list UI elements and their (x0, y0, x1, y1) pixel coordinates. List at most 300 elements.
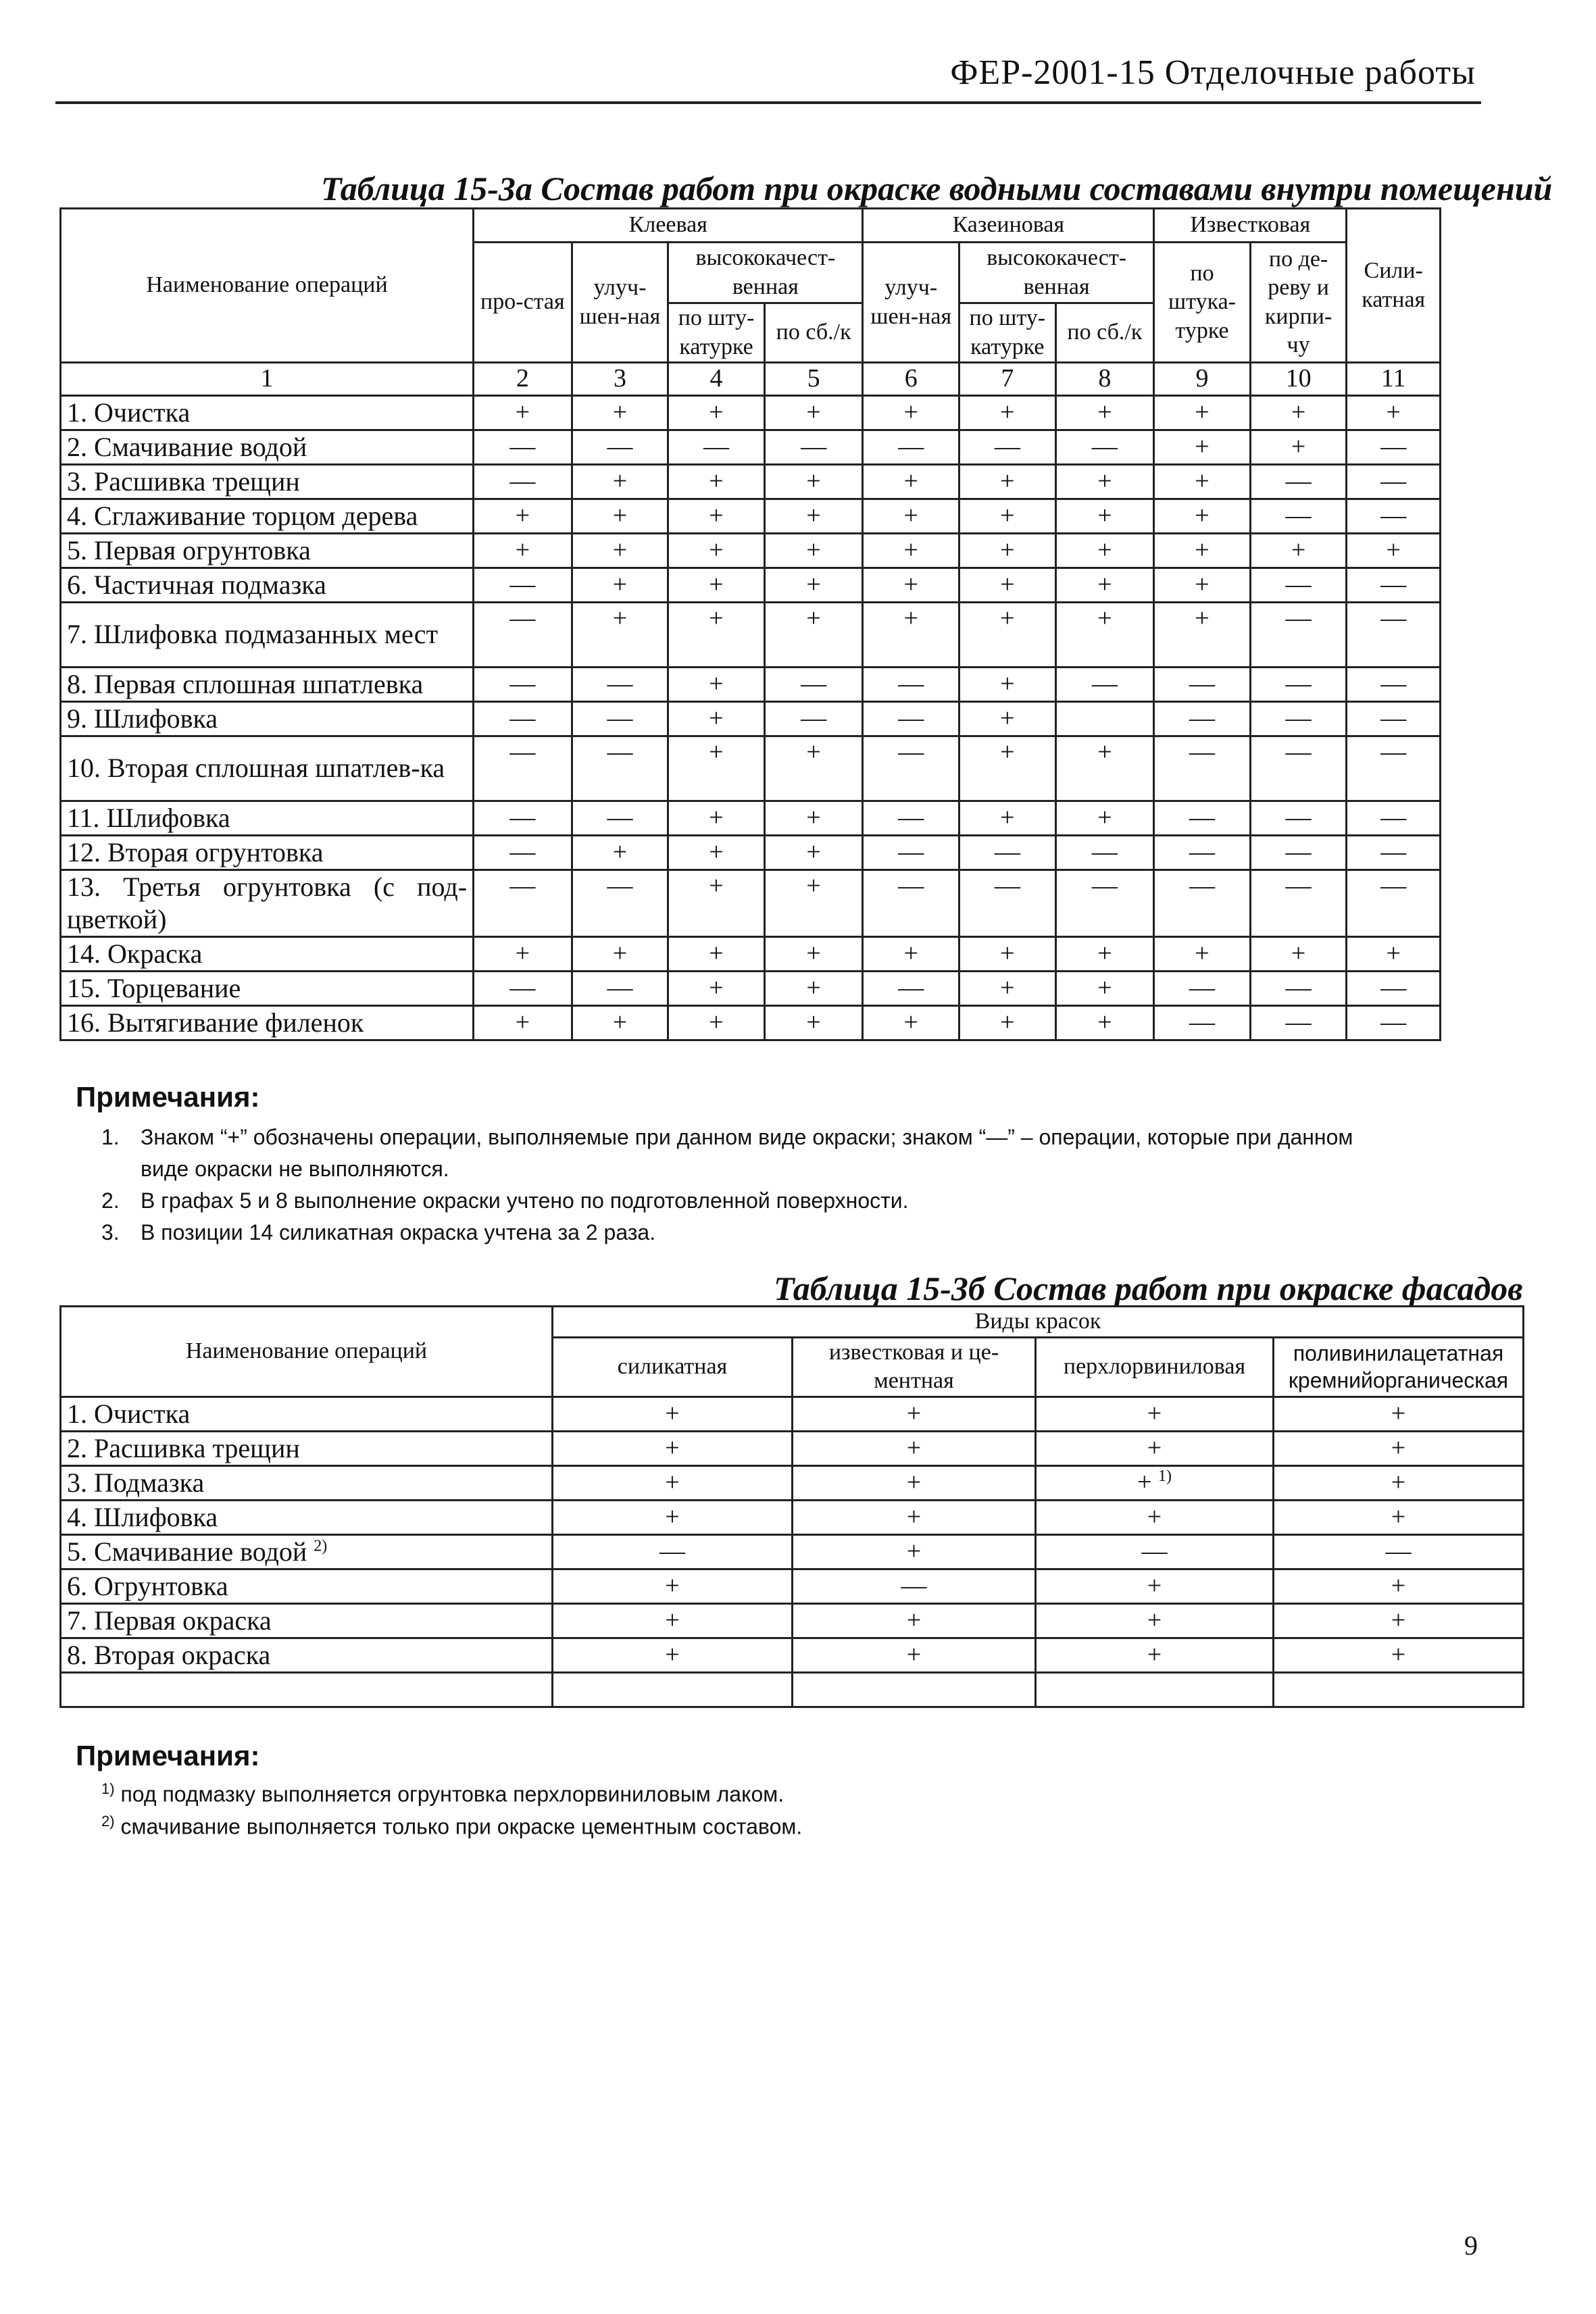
table-a-cell: + (1250, 533, 1347, 568)
table-b-caption: Таблица 15-3б Состав работ при окраске фасадов (774, 1269, 1523, 1307)
table-a-colnum: 1 (61, 363, 474, 396)
table-a-cell: + (572, 499, 668, 533)
table-a-cell: — (572, 870, 668, 936)
table-a-cell: — (1250, 568, 1347, 602)
table-b-cell-value: — (1141, 1536, 1168, 1565)
table-a-cell: + (474, 936, 572, 971)
table-a-head-izvestkovaya: Известковая (1154, 209, 1347, 243)
table-a-cell: + (1347, 395, 1441, 430)
table-b-cell (1274, 1638, 1524, 1672)
note-number: 2. (101, 1188, 120, 1213)
table-a-cell: — (863, 835, 959, 870)
table-b (59, 1305, 1524, 1708)
table-b-notes-heading: Примечания: (76, 1740, 260, 1771)
table-a-cell: — (474, 602, 572, 667)
table-a-cell: + (668, 667, 765, 701)
table-a-cell: — (1154, 701, 1251, 736)
table-b-cell (553, 1603, 793, 1638)
table-b-cell-value: + (1391, 1571, 1406, 1600)
table-a-head-kazeinovaya: Казеиновая (863, 209, 1154, 243)
table-b-cell-value: + (1137, 1468, 1152, 1497)
table-a-cell: — (1154, 835, 1251, 870)
table-a-colnum: 8 (1055, 363, 1154, 396)
table-a-cell: — (474, 464, 572, 499)
table-a-cell: + (1154, 936, 1251, 971)
table-a-cell: — (1347, 835, 1441, 870)
table-a-cell: — (863, 736, 959, 801)
table-a-cell: — (474, 801, 572, 835)
table-a-cell: + (764, 736, 863, 801)
table-b-cell (553, 1672, 793, 1707)
table-b-row (61, 1500, 1524, 1534)
table-b-footnote (101, 1780, 784, 1807)
table-a-cell: + (1154, 395, 1251, 430)
table-a-cell: — (572, 701, 668, 736)
table-b-cell (553, 1534, 793, 1569)
table-a-cell: + (668, 568, 765, 602)
footnote-mark: 2) (314, 1537, 328, 1555)
table-b-cell (793, 1465, 1036, 1500)
footnote-mark: 2) (101, 1813, 115, 1830)
table-a-cell: + (863, 464, 959, 499)
table-a-head-name: Наименование операций (61, 209, 474, 363)
table-a-row (61, 602, 1441, 667)
table-a-cell: — (572, 430, 668, 464)
table-b-cell (1036, 1534, 1274, 1569)
table-a-cell: + (764, 602, 863, 667)
table-a-cell: — (1250, 464, 1347, 499)
table-a-row (61, 936, 1441, 971)
table-a-cell: — (1250, 801, 1347, 835)
table-b-cell-value: + (1391, 1605, 1406, 1634)
table-b-cell-value: + (1391, 1467, 1406, 1496)
table-a-cell: — (863, 667, 959, 701)
table-a-cell: + (764, 870, 863, 936)
table-b-row-name-text: 5. Смачивание водой (67, 1536, 307, 1567)
table-a-cell: + (959, 464, 1056, 499)
table-a-cell: — (1347, 701, 1441, 736)
table-b-cell-value: + (906, 1640, 922, 1669)
table-a-cell: + (764, 499, 863, 533)
table-b-cell (553, 1465, 793, 1500)
table-a-cell: + (764, 568, 863, 602)
table-a-cell: — (1347, 801, 1441, 835)
table-a-row-name: 8. Первая сплошная шпатлевка (61, 667, 474, 701)
table-a-head-kleevaya: Клеевая (474, 209, 863, 243)
table-a-cell: — (1250, 870, 1347, 936)
table-a-cell: + (1055, 464, 1154, 499)
table-a-cell: + (959, 667, 1056, 701)
table-b-cell (553, 1500, 793, 1534)
table-b-head-name: Наименование операций (61, 1307, 553, 1397)
table-b-row-name (61, 1603, 553, 1638)
table-a-colnum: 9 (1154, 363, 1251, 396)
table-a-cell: + (1250, 936, 1347, 971)
table-a-cell: + (1055, 568, 1154, 602)
table-a-cell: + (863, 499, 959, 533)
table-a-cell: — (863, 870, 959, 936)
table-a-cell: + (668, 736, 765, 801)
table-a-cell: — (1250, 602, 1347, 667)
table-a-cell: + (764, 936, 863, 971)
table-b-cell-value: + (665, 1571, 680, 1600)
table-a-cell: + (474, 1005, 572, 1040)
table-b-row-name (61, 1431, 553, 1465)
table-a-row-name: 6. Частичная подмазка (61, 568, 474, 602)
table-b-cell (1036, 1638, 1274, 1672)
table-a-cell: + (1055, 801, 1154, 835)
table-a-cell: + (668, 936, 765, 971)
table-a-row-name: 9. Шлифовка (61, 701, 474, 736)
table-a-row-name: 4. Сглаживание торцом дерева (61, 499, 474, 533)
table-a-cell: — (863, 801, 959, 835)
table-a-cell: + (863, 1005, 959, 1040)
table-b-cell (1036, 1672, 1274, 1707)
table-a-cell: + (668, 835, 765, 870)
table-a-row-name: 15. Торцевание (61, 971, 474, 1005)
table-b-cell-value: + (1391, 1433, 1406, 1462)
table-a-head-sub-4: по сб./к (1055, 303, 1154, 363)
table-b-cell-value: + (1147, 1399, 1162, 1428)
table-a-cell: + (1055, 533, 1154, 568)
table-b-cell (553, 1638, 793, 1672)
table-a-cell: — (764, 701, 863, 736)
table-a-cell: — (1347, 464, 1441, 499)
table-a-cell: — (764, 667, 863, 701)
table-b-cell-value: + (1147, 1502, 1162, 1531)
table-a-cell: + (1154, 602, 1251, 667)
table-a-cell: + (1055, 602, 1154, 667)
table-a-cell: + (668, 464, 765, 499)
table-a-cell: — (474, 870, 572, 936)
table-a-row-name: 2. Смачивание водой (61, 430, 474, 464)
table-a-row (61, 568, 1441, 602)
table-a-cell: + (1154, 430, 1251, 464)
table-b-cell (1274, 1569, 1524, 1603)
table-a-cell: + (1154, 499, 1251, 533)
table-a-cell: — (863, 430, 959, 464)
table-a-colnum: 11 (1347, 363, 1441, 396)
table-a-row (61, 736, 1441, 801)
table-b-cell-value: + (906, 1502, 922, 1531)
table-a-head-silikatnaya: Сили-катная (1347, 209, 1441, 363)
table-a-cell: — (1250, 736, 1347, 801)
table-a-cell: — (1055, 430, 1154, 464)
table-b-row-name (61, 1500, 553, 1534)
table-a-cell: — (1347, 1005, 1441, 1040)
table-a-cell: — (474, 667, 572, 701)
table-a-cell: — (1154, 1005, 1251, 1040)
table-a-cell: — (1250, 667, 1347, 701)
table-b-row-name (61, 1397, 553, 1431)
table-a-cell: — (1347, 971, 1441, 1005)
table-b-cell (1036, 1431, 1274, 1465)
table-a-cell: + (572, 602, 668, 667)
table-a-cell: + (764, 533, 863, 568)
table-a-cell: + (668, 499, 765, 533)
table-b-cell (793, 1603, 1036, 1638)
table-a-cell: + (959, 936, 1056, 971)
table-a-row-name: 1. Очистка (61, 395, 474, 430)
table-a-cell: + (572, 533, 668, 568)
table-a-cell (1055, 701, 1154, 736)
table-a-colnum: 6 (863, 363, 959, 396)
table-b-row (61, 1638, 1524, 1672)
table-a-note (101, 1122, 1353, 1153)
table-a-cell: + (959, 701, 1056, 736)
table-a-cell: + (959, 568, 1056, 602)
table-a-cell: — (1250, 701, 1347, 736)
table-b-head-c3: перхлорвиниловая (1036, 1337, 1274, 1397)
table-b-cell-value: + (1391, 1502, 1406, 1531)
table-b-cell (1036, 1397, 1274, 1431)
table-b-cell (793, 1431, 1036, 1465)
table-a-cell: — (1347, 667, 1441, 701)
table-a-cell: + (764, 801, 863, 835)
table-a-cell: + (572, 835, 668, 870)
table-a-note (101, 1153, 449, 1184)
table-b-row-name-text: 2. Расшивка трещин (67, 1432, 300, 1463)
table-a-cell: + (474, 533, 572, 568)
footnote-text: смачивание выполняется только при окраске цементным составом. (120, 1814, 803, 1839)
table-a-cell: + (668, 870, 765, 936)
table-b-cell-value: + (1391, 1399, 1406, 1428)
table-b-cell-value: + (665, 1433, 680, 1462)
table-b-cell-value: + (906, 1605, 922, 1634)
table-b-row-name (61, 1569, 553, 1603)
table-a-cell: — (959, 870, 1056, 936)
table-a-colnum: 7 (959, 363, 1056, 396)
table-a-head-po-derevu: по де-реву и кирпи-чу (1250, 243, 1347, 363)
table-b-cell (793, 1638, 1036, 1672)
table-b-cell (1274, 1603, 1524, 1638)
table-a-cell: — (1055, 835, 1154, 870)
table-a-colnum: 4 (668, 363, 765, 396)
table-b-cell (1036, 1465, 1274, 1500)
table-a-caption: Таблица 15-3а Состав работ при окраске водными составами внутри помещений (321, 170, 1553, 207)
table-a-cell: — (1250, 835, 1347, 870)
table-a-cell: + (572, 936, 668, 971)
table-b-cell-value: + (665, 1399, 680, 1428)
table-a-head-vysok-1: высококачест-венная (668, 243, 863, 303)
footnote-mark: 1) (1157, 1467, 1172, 1486)
table-a-cell: + (1154, 464, 1251, 499)
table-a-cell: + (764, 464, 863, 499)
table-a-cell: — (959, 835, 1056, 870)
table-b-cell (553, 1431, 793, 1465)
note-number: 1. (101, 1125, 120, 1149)
table-a-row-name: 7. Шлифовка подмазанных мест (61, 602, 474, 667)
table-a-cell: — (474, 835, 572, 870)
page-number: 9 (1464, 2230, 1478, 2261)
table-b-cell-value: + (906, 1467, 922, 1496)
table-b-cell (1274, 1465, 1524, 1500)
table-a-cell: — (572, 801, 668, 835)
table-a-cell: + (668, 801, 765, 835)
note-text: В графах 5 и 8 выполнение окраски учтено по подготовленной поверхности. (141, 1188, 909, 1213)
table-b-cell (1274, 1672, 1524, 1707)
table-a-cell: + (1347, 533, 1441, 568)
table-b-row (61, 1569, 1524, 1603)
note-text: В позиции 14 силикатная окраска учтена за 2 раза. (141, 1220, 656, 1244)
table-b-row (61, 1672, 1524, 1707)
table-a-row (61, 1005, 1441, 1040)
table-a-cell: — (863, 971, 959, 1005)
table-b-row-name (61, 1672, 553, 1707)
table-a-row-name: 14. Окраска (61, 936, 474, 971)
table-b-head-c2: известковая и це-ментная (793, 1337, 1036, 1397)
table-b-row (61, 1603, 1524, 1638)
table-a-cell: + (1055, 971, 1154, 1005)
table-a-cell: + (668, 971, 765, 1005)
table-a-cell: + (764, 835, 863, 870)
table-a-cell: + (668, 1005, 765, 1040)
table-a-head-prostaya: про-стая (474, 243, 572, 363)
table-a-cell: + (572, 395, 668, 430)
table-b-cell-value: + (665, 1502, 680, 1531)
table-a-row-name: 16. Вытягивание филенок (61, 1005, 474, 1040)
table-a-cell: + (959, 736, 1056, 801)
table-a-cell: — (863, 701, 959, 736)
table-a-cell: — (1154, 736, 1251, 801)
table-a-cell: + (959, 801, 1056, 835)
table-b-row-name-text: 3. Подмазка (67, 1467, 205, 1498)
note-text: Знаком “+” обозначены операции, выполняемые при данном виде окраски; знаком “—” – операции, которые при данном (141, 1125, 1353, 1149)
table-b-cell (553, 1397, 793, 1431)
table-a-row-name: 5. Первая огрунтовка (61, 533, 474, 568)
table-a-cell: + (1055, 499, 1154, 533)
table-a-row-name: 12. Вторая огрунтовка (61, 835, 474, 870)
table-b-cell-value: + (1147, 1640, 1162, 1669)
table-a-cell: + (764, 1005, 863, 1040)
table-a-cell: — (572, 736, 668, 801)
table-a-cell: + (863, 568, 959, 602)
table-a-cell: — (668, 430, 765, 464)
table-b-row-name (61, 1465, 553, 1500)
table-a-cell: + (1055, 395, 1154, 430)
table-a-head-sub-3: по шту-катурке (959, 303, 1056, 363)
table-b-cell-value: + (665, 1467, 680, 1496)
table-a-cell: + (959, 971, 1056, 1005)
table-a (59, 207, 1441, 1041)
table-a-cell: — (1154, 667, 1251, 701)
table-a-cell: + (959, 602, 1056, 667)
table-b-cell (1036, 1500, 1274, 1534)
table-a-cell: — (1154, 870, 1251, 936)
table-b-cell (1036, 1569, 1274, 1603)
table-a-row (61, 870, 1441, 936)
table-a-row (61, 395, 1441, 430)
note-number: 3. (101, 1220, 120, 1244)
table-a-row (61, 701, 1441, 736)
table-a-row-name: 3. Расшивка трещин (61, 464, 474, 499)
table-b-row (61, 1534, 1524, 1569)
table-a-cell: + (863, 936, 959, 971)
table-a-cell: + (1055, 936, 1154, 971)
table-a-cell: — (1347, 602, 1441, 667)
table-a-cell: — (1250, 1005, 1347, 1040)
table-a-cell: — (474, 568, 572, 602)
table-b-cell-value: + (1147, 1433, 1162, 1462)
table-a-cell: + (668, 395, 765, 430)
table-a-cell: + (764, 395, 863, 430)
table-b-cell-value: + (665, 1605, 680, 1634)
table-a-cell: + (959, 499, 1056, 533)
table-b-cell-value: + (1147, 1571, 1162, 1600)
table-b-head-group: Виды красок (553, 1307, 1524, 1338)
table-b-row-name-text: 7. Первая окраска (67, 1605, 272, 1636)
table-a-cell: — (959, 430, 1056, 464)
table-a-colnum: 10 (1250, 363, 1347, 396)
table-a-number-row (61, 363, 1441, 396)
table-a-cell: — (1250, 499, 1347, 533)
table-a-head-sub-1: по шту-катурке (668, 303, 765, 363)
table-a-cell: — (474, 971, 572, 1005)
table-b-cell-value: + (1147, 1605, 1162, 1634)
table-a-row-name: 13. Третья огрунтовка (с под-цветкой) (61, 870, 474, 936)
table-a-colnum: 3 (572, 363, 668, 396)
table-a-head-vysok-2: высококачест-венная (959, 243, 1154, 303)
table-b-row (61, 1431, 1524, 1465)
table-a-cell: + (959, 533, 1056, 568)
table-a-head-uluch-2: улуч-шен-ная (863, 243, 959, 363)
table-a-cell: + (863, 395, 959, 430)
table-a-cell: — (1347, 430, 1441, 464)
table-a-cell: — (1055, 870, 1154, 936)
table-b-footnote (101, 1813, 802, 1840)
table-b-cell (793, 1397, 1036, 1431)
table-a-row (61, 533, 1441, 568)
table-a-row (61, 971, 1441, 1005)
table-b-cell-value: + (906, 1536, 922, 1565)
table-a-cell: + (959, 395, 1056, 430)
table-a-row (61, 499, 1441, 533)
table-a-cell: + (1250, 430, 1347, 464)
table-a-cell: + (1347, 936, 1441, 971)
table-a-row-name: 11. Шлифовка (61, 801, 474, 835)
table-a-cell: + (1055, 1005, 1154, 1040)
table-a-cell: — (572, 667, 668, 701)
table-b-cell (793, 1672, 1036, 1707)
table-a-cell: + (572, 464, 668, 499)
header-rule (55, 101, 1481, 104)
table-a-cell: + (668, 701, 765, 736)
table-a-row (61, 801, 1441, 835)
table-a-cell: — (1347, 499, 1441, 533)
table-a-cell: + (863, 533, 959, 568)
table-b-row-name-text: 4. Шлифовка (67, 1501, 218, 1532)
table-b-cell-value: — (659, 1536, 685, 1565)
footnote-mark: 1) (101, 1780, 115, 1797)
table-a-cell: — (1250, 971, 1347, 1005)
footnote-text: под подмазку выполняется огрунтовка перхлорвиниловым лаком. (120, 1782, 784, 1807)
table-b-cell (1274, 1500, 1524, 1534)
table-b-cell (1036, 1603, 1274, 1638)
table-a-colnum: 2 (474, 363, 572, 396)
table-b-cell (1274, 1397, 1524, 1431)
table-b-row (61, 1397, 1524, 1431)
table-a-cell: — (474, 430, 572, 464)
table-a-cell: — (474, 736, 572, 801)
table-a-head-sub-2: по сб./к (764, 303, 863, 363)
table-b-cell-value: — (901, 1571, 927, 1600)
table-a-row (61, 835, 1441, 870)
table-a-cell: — (1055, 667, 1154, 701)
table-a-cell: + (474, 395, 572, 430)
table-b-cell-value: + (906, 1433, 922, 1462)
table-a-cell: — (1347, 568, 1441, 602)
table-a-note (101, 1185, 909, 1216)
